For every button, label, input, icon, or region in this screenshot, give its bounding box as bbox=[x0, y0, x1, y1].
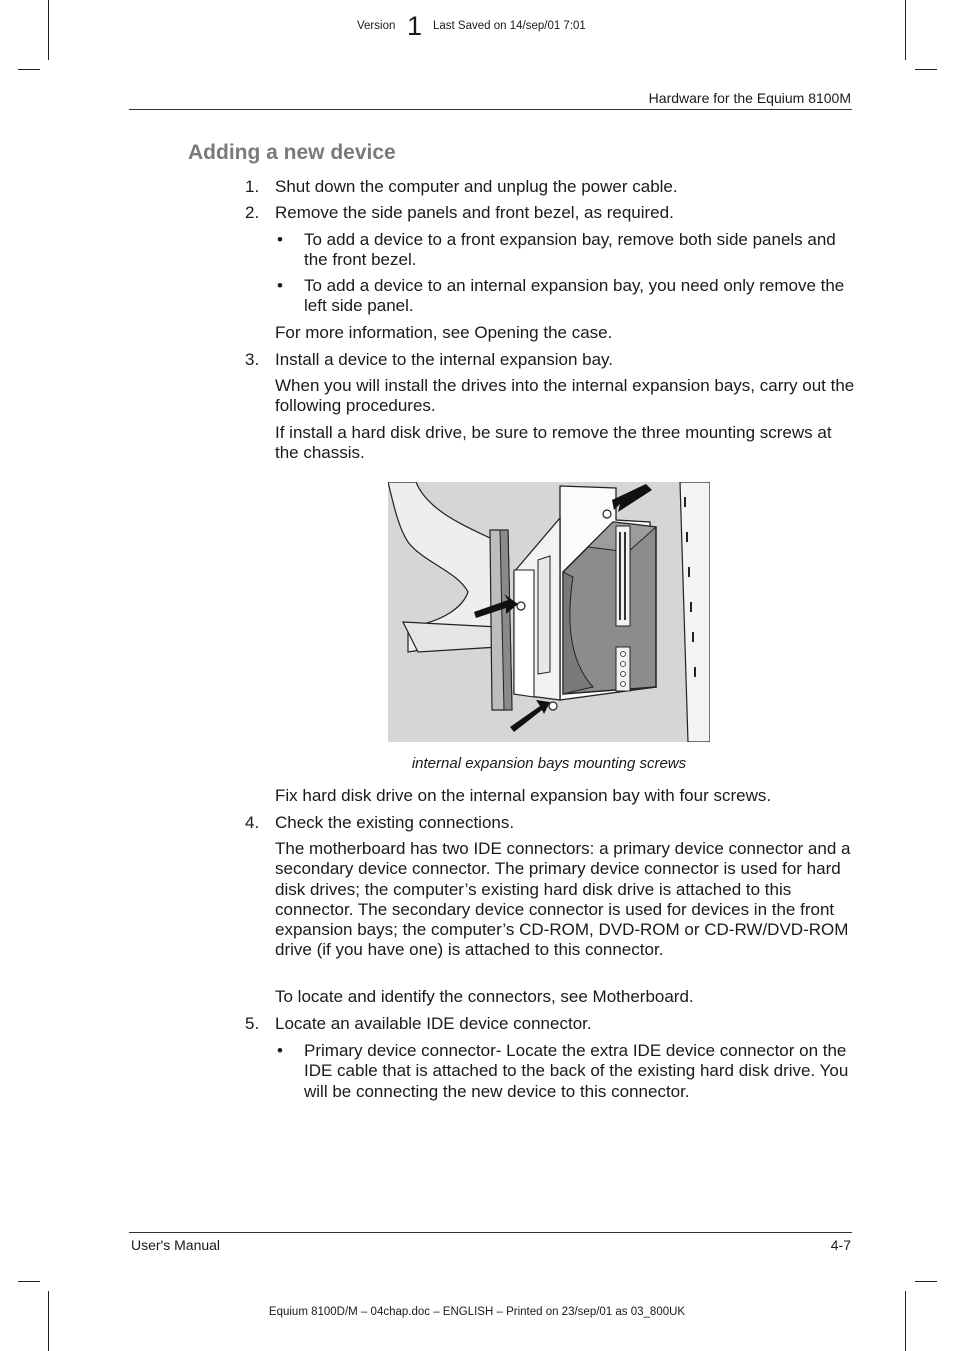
paragraph: To locate and identify the connectors, see Motherboard. bbox=[275, 987, 694, 1006]
crop-mark bbox=[18, 1281, 40, 1282]
expansion-bay-illustration bbox=[388, 482, 710, 742]
step-number: 5. bbox=[245, 1014, 260, 1033]
bullet-marker: • bbox=[277, 230, 283, 249]
paragraph: Fix hard disk drive on the internal expansion bay with four screws. bbox=[275, 786, 772, 805]
step-text: Shut down the computer and unplug the power cable. bbox=[275, 177, 678, 196]
crop-mark bbox=[915, 69, 937, 70]
step-text: Remove the side panels and front bezel, as required. bbox=[275, 203, 674, 222]
paragraph: If install a hard disk drive, be sure to remove the three mounting screws at the chassis. bbox=[275, 423, 832, 463]
last-saved: Last Saved on 14/sep/01 7:01 bbox=[433, 20, 586, 32]
header-rule bbox=[129, 109, 852, 110]
figure-caption: internal expansion bays mounting screws bbox=[411, 755, 687, 772]
crop-mark bbox=[18, 69, 40, 70]
paragraph: When you will install the drives into the internal expansion bays, carry out the following procedures. bbox=[275, 376, 855, 416]
crop-mark bbox=[48, 0, 49, 60]
footer-rule bbox=[129, 1232, 852, 1233]
footer-left: User's Manual bbox=[131, 1237, 221, 1253]
section-title: Adding a new device bbox=[188, 141, 396, 164]
version-label: Version bbox=[357, 20, 396, 32]
paragraph: For more information, see Opening the case. bbox=[275, 323, 613, 342]
step-number: 3. bbox=[245, 350, 260, 369]
crop-mark bbox=[905, 1291, 906, 1351]
step-number: 1. bbox=[245, 177, 260, 196]
step-text: Install a device to the internal expansion bay. bbox=[275, 350, 614, 369]
crop-mark bbox=[915, 1281, 937, 1282]
bullet-marker: • bbox=[277, 1041, 283, 1060]
bullet-marker: • bbox=[277, 276, 283, 295]
bullet-text: To add a device to a front expansion bay, remove both side panels and the front bezel. bbox=[304, 230, 836, 270]
step-number: 4. bbox=[245, 813, 260, 832]
paragraph: The motherboard has two IDE connectors: a primary device connector and a secondary device connector. The primary device connector is used for hard disk drives; the computer’s existing hard disk drive is attached to this connector. The secondary device connector is used for devices in the front expansion bays; the computer’s CD-ROM, DVD-ROM or CD-RW/DVD-ROM drive (if you have one) is attached to this connector. bbox=[275, 839, 851, 960]
running-header: Hardware for the Equium 8100M bbox=[648, 90, 851, 106]
bullet-text: To add a device to an internal expansion bay, you need only remove the left side panel. bbox=[304, 276, 845, 316]
step-number: 2. bbox=[245, 203, 260, 222]
page-number: 4-7 bbox=[830, 1237, 851, 1253]
print-footer: Equium 8100D/M – 04chap.doc – ENGLISH – Printed on 23/sep/01 as 03_800UK bbox=[268, 1306, 686, 1318]
step-text: Check the existing connections. bbox=[275, 813, 515, 832]
crop-mark bbox=[905, 0, 906, 60]
bullet-text: Primary device connector- Locate the extra IDE device connector on the IDE cable that is attached to the back of the existing hard disk drive. You will be connecting the new device to this connector. bbox=[304, 1041, 849, 1101]
step-text: Locate an available IDE device connector. bbox=[275, 1014, 592, 1033]
crop-mark bbox=[48, 1291, 49, 1351]
version-number: 1 bbox=[407, 11, 423, 41]
